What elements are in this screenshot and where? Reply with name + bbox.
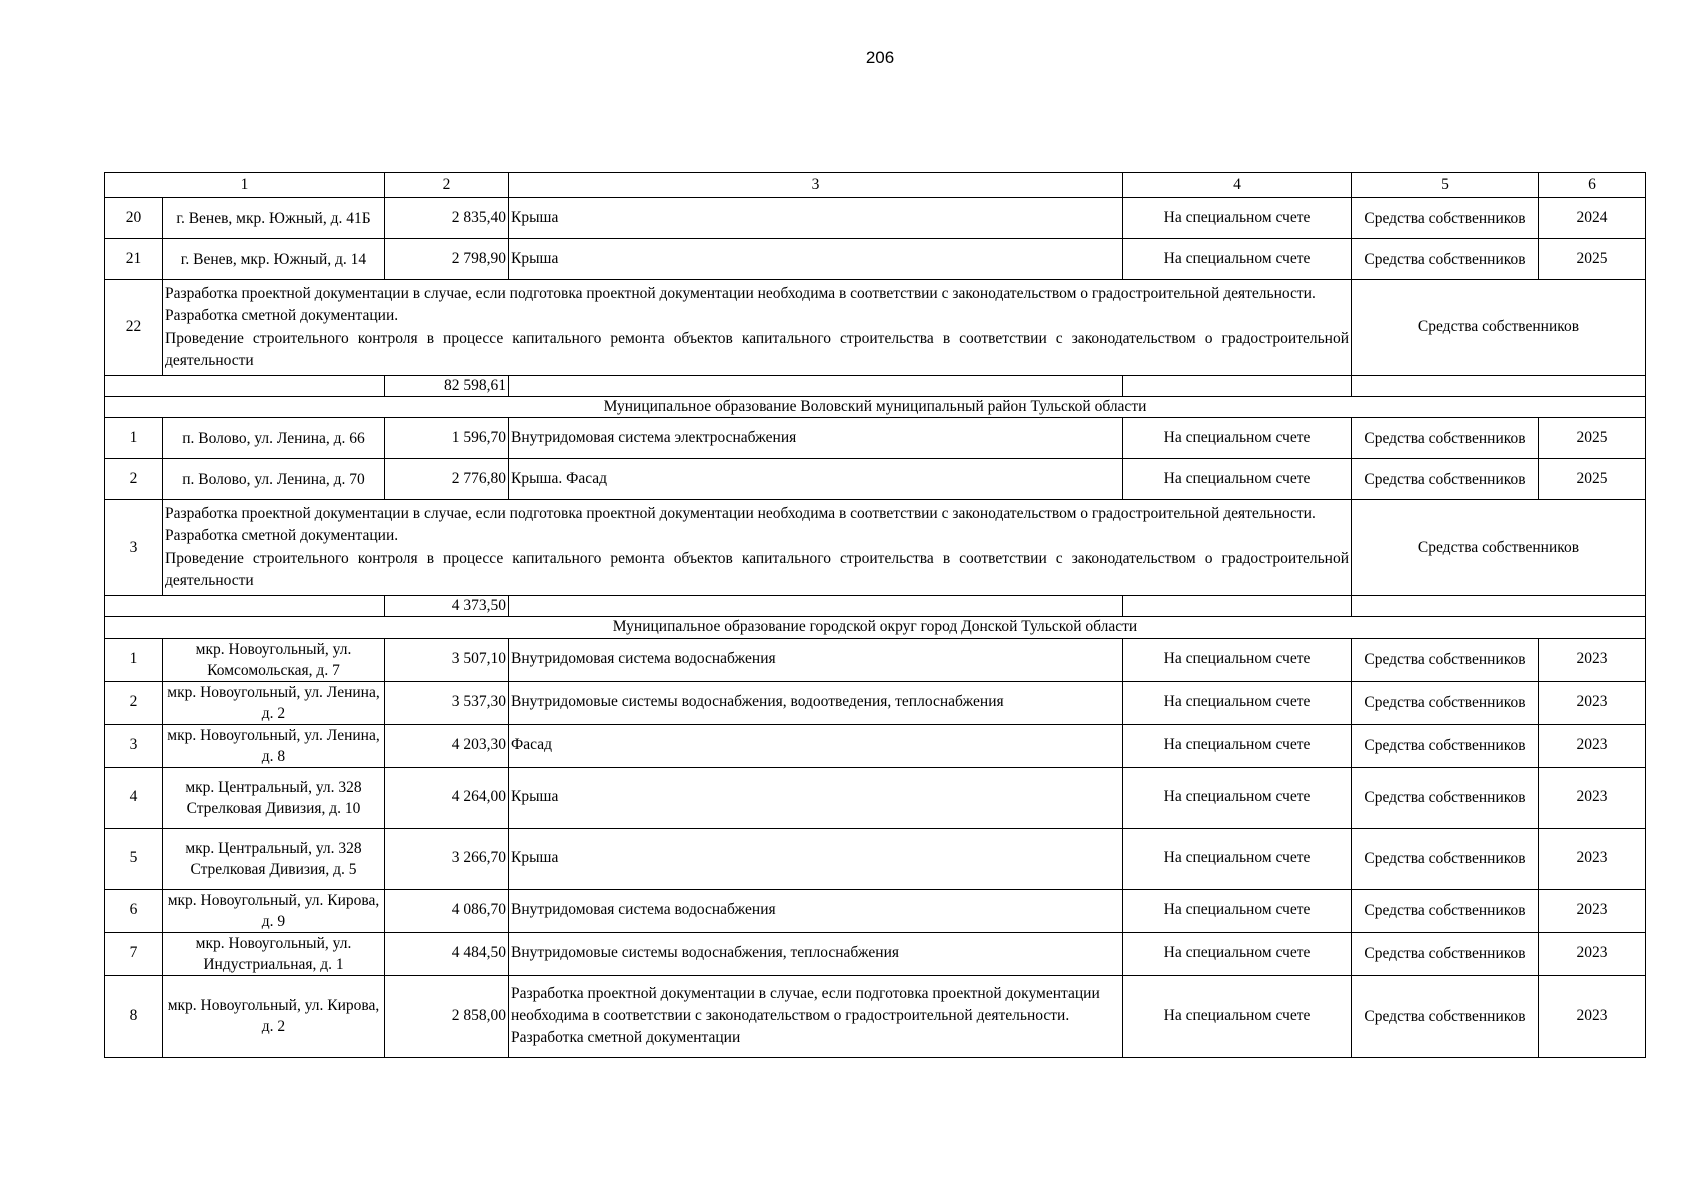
address-cell: мкр. Новоугольный, ул. Комсомольская, д. 7 bbox=[163, 638, 385, 681]
year-cell: 2023 bbox=[1539, 724, 1646, 767]
year-cell: 2025 bbox=[1539, 459, 1646, 500]
total-area: 82 598,61 bbox=[385, 376, 509, 397]
funding-cell: Средства собственников bbox=[1352, 239, 1539, 280]
works-cell: Крыша bbox=[509, 767, 1123, 828]
area-cell: 4 484,50 bbox=[385, 932, 509, 975]
works-cell: Фасад bbox=[509, 724, 1123, 767]
total-row bbox=[105, 596, 1646, 617]
method-cell: На специальном счете bbox=[1123, 828, 1352, 889]
row-number: 4 bbox=[105, 767, 163, 828]
method-cell: На специальном счете bbox=[1123, 418, 1352, 459]
area-cell: 4 086,70 bbox=[385, 889, 509, 932]
funding-cell: Средства собственников bbox=[1352, 681, 1539, 724]
funding-cell: Средства собственников bbox=[1352, 724, 1539, 767]
row-number: 7 bbox=[105, 932, 163, 975]
works-cell: Внутридомовые системы водоснабжения, теплоснабжения bbox=[509, 932, 1123, 975]
total-row bbox=[105, 376, 1646, 397]
column-header: 2 bbox=[385, 173, 509, 198]
row-number: 6 bbox=[105, 889, 163, 932]
area-cell: 3 537,30 bbox=[385, 681, 509, 724]
year-cell: 2023 bbox=[1539, 638, 1646, 681]
area-cell: 2 798,90 bbox=[385, 239, 509, 280]
page-number: 206 bbox=[865, 48, 895, 67]
services-text: Разработка проектной документации в случае, если подготовка проектной документации необходима в соответствии с законодательством о градостроительной деятельности. Разработка сметной документации. Проведение строительного контроля в процессе капитального ремонта объектов капитального строительства в соответствии с законодательством о градостроительной деятельности bbox=[163, 500, 1352, 596]
year-cell: 2025 bbox=[1539, 418, 1646, 459]
table-row bbox=[105, 975, 1646, 1057]
funding-cell: Средства собственников bbox=[1352, 932, 1539, 975]
year-cell: 2023 bbox=[1539, 932, 1646, 975]
area-cell: 3 507,10 bbox=[385, 638, 509, 681]
address-cell: мкр. Центральный, ул. 328 Стрелковая Дивизия, д. 10 bbox=[163, 767, 385, 828]
row-number: 2 bbox=[105, 681, 163, 724]
table-row bbox=[105, 681, 1646, 724]
area-cell: 2 776,80 bbox=[385, 459, 509, 500]
funding-cell: Средства собственников bbox=[1352, 975, 1539, 1057]
works-cell: Крыша bbox=[509, 198, 1123, 239]
works-cell: Крыша bbox=[509, 239, 1123, 280]
row-number: 3 bbox=[105, 500, 163, 596]
funding-cell: Средства собственников bbox=[1352, 889, 1539, 932]
area-cell: 2 858,00 bbox=[385, 975, 509, 1057]
address-cell: мкр. Новоугольный, ул. Кирова, д. 9 bbox=[163, 889, 385, 932]
capital-repair-table bbox=[104, 172, 1646, 1058]
works-cell: Внутридомовая система водоснабжения bbox=[509, 889, 1123, 932]
address-cell: п. Волово, ул. Ленина, д. 70 bbox=[163, 459, 385, 500]
address-cell: мкр. Новоугольный, ул. Ленина, д. 8 bbox=[163, 724, 385, 767]
method-cell: На специальном счете bbox=[1123, 724, 1352, 767]
year-cell: 2023 bbox=[1539, 975, 1646, 1057]
year-cell: 2023 bbox=[1539, 681, 1646, 724]
table-row bbox=[105, 459, 1646, 500]
row-number: 8 bbox=[105, 975, 163, 1057]
method-cell: На специальном счете bbox=[1123, 889, 1352, 932]
table-row bbox=[105, 828, 1646, 889]
address-cell: п. Волово, ул. Ленина, д. 66 bbox=[163, 418, 385, 459]
row-number: 3 bbox=[105, 724, 163, 767]
column-header-row bbox=[105, 173, 1646, 198]
funding-cell: Средства собственников bbox=[1352, 767, 1539, 828]
method-cell: На специальном счете bbox=[1123, 767, 1352, 828]
year-cell: 2025 bbox=[1539, 239, 1646, 280]
works-cell: Крыша. Фасад bbox=[509, 459, 1123, 500]
column-header: 4 bbox=[1123, 173, 1352, 198]
services-row bbox=[105, 280, 1646, 376]
table-row bbox=[105, 889, 1646, 932]
year-cell: 2023 bbox=[1539, 889, 1646, 932]
row-number: 2 bbox=[105, 459, 163, 500]
table-row bbox=[105, 724, 1646, 767]
section-title: Муниципальное образование Воловский муниципальный район Тульской области bbox=[105, 397, 1646, 418]
section-header-row bbox=[105, 617, 1646, 638]
row-number: 20 bbox=[105, 198, 163, 239]
method-cell: На специальном счете bbox=[1123, 459, 1352, 500]
funding-cell: Средства собственников bbox=[1352, 638, 1539, 681]
table-row bbox=[105, 418, 1646, 459]
method-cell: На специальном счете bbox=[1123, 975, 1352, 1057]
address-cell: г. Венев, мкр. Южный, д. 14 bbox=[163, 239, 385, 280]
area-cell: 4 264,00 bbox=[385, 767, 509, 828]
column-header: 3 bbox=[509, 173, 1123, 198]
row-number: 21 bbox=[105, 239, 163, 280]
area-cell: 2 835,40 bbox=[385, 198, 509, 239]
row-number: 5 bbox=[105, 828, 163, 889]
address-cell: мкр. Новоугольный, ул. Индустриальная, д. 1 bbox=[163, 932, 385, 975]
funding-cell: Средства собственников bbox=[1352, 418, 1539, 459]
works-cell: Внутридомовая система водоснабжения bbox=[509, 638, 1123, 681]
address-cell: мкр. Новоугольный, ул. Ленина, д. 2 bbox=[163, 681, 385, 724]
total-area: 4 373,50 bbox=[385, 596, 509, 617]
method-cell: На специальном счете bbox=[1123, 932, 1352, 975]
method-cell: На специальном счете bbox=[1123, 239, 1352, 280]
funding-cell: Средства собственников bbox=[1352, 198, 1539, 239]
column-header: 6 bbox=[1539, 173, 1646, 198]
funding-cell: Средства собственников bbox=[1352, 459, 1539, 500]
works-cell: Разработка проектной документации в случае, если подготовка проектной документации необходима в соответствии с законодательством о градостроительной деятельности. Разработка сметной документации bbox=[509, 975, 1123, 1057]
column-header: 1 bbox=[105, 173, 385, 198]
row-number: 1 bbox=[105, 418, 163, 459]
funding-cell: Средства собственников bbox=[1352, 828, 1539, 889]
column-header: 5 bbox=[1352, 173, 1539, 198]
method-cell: На специальном счете bbox=[1123, 681, 1352, 724]
method-cell: На специальном счете bbox=[1123, 198, 1352, 239]
row-number: 22 bbox=[105, 280, 163, 376]
year-cell: 2023 bbox=[1539, 767, 1646, 828]
address-cell: мкр. Центральный, ул. 328 Стрелковая Дивизия, д. 5 bbox=[163, 828, 385, 889]
table-row bbox=[105, 638, 1646, 681]
year-cell: 2024 bbox=[1539, 198, 1646, 239]
area-cell: 4 203,30 bbox=[385, 724, 509, 767]
area-cell: 3 266,70 bbox=[385, 828, 509, 889]
year-cell: 2023 bbox=[1539, 828, 1646, 889]
address-cell: г. Венев, мкр. Южный, д. 41Б bbox=[163, 198, 385, 239]
funding-cell: Средства собственников bbox=[1352, 280, 1646, 376]
table-row bbox=[105, 198, 1646, 239]
works-cell: Крыша bbox=[509, 828, 1123, 889]
section-header-row bbox=[105, 397, 1646, 418]
funding-cell: Средства собственников bbox=[1352, 500, 1646, 596]
section-title: Муниципальное образование городской округ город Донской Тульской области bbox=[105, 617, 1646, 638]
row-number: 1 bbox=[105, 638, 163, 681]
works-cell: Внутридомовые системы водоснабжения, водоотведения, теплоснабжения bbox=[509, 681, 1123, 724]
services-row bbox=[105, 500, 1646, 596]
table-row bbox=[105, 767, 1646, 828]
table-row bbox=[105, 932, 1646, 975]
area-cell: 1 596,70 bbox=[385, 418, 509, 459]
services-text: Разработка проектной документации в случае, если подготовка проектной документации необходима в соответствии с законодательством о градостроительной деятельности. Разработка сметной документации. Проведение строительного контроля в процессе капитального ремонта объектов капитального строительства в соответствии с законодательством о градостроительной деятельности bbox=[163, 280, 1352, 376]
method-cell: На специальном счете bbox=[1123, 638, 1352, 681]
address-cell: мкр. Новоугольный, ул. Кирова, д. 2 bbox=[163, 975, 385, 1057]
works-cell: Внутридомовая система электроснабжения bbox=[509, 418, 1123, 459]
table-row bbox=[105, 239, 1646, 280]
